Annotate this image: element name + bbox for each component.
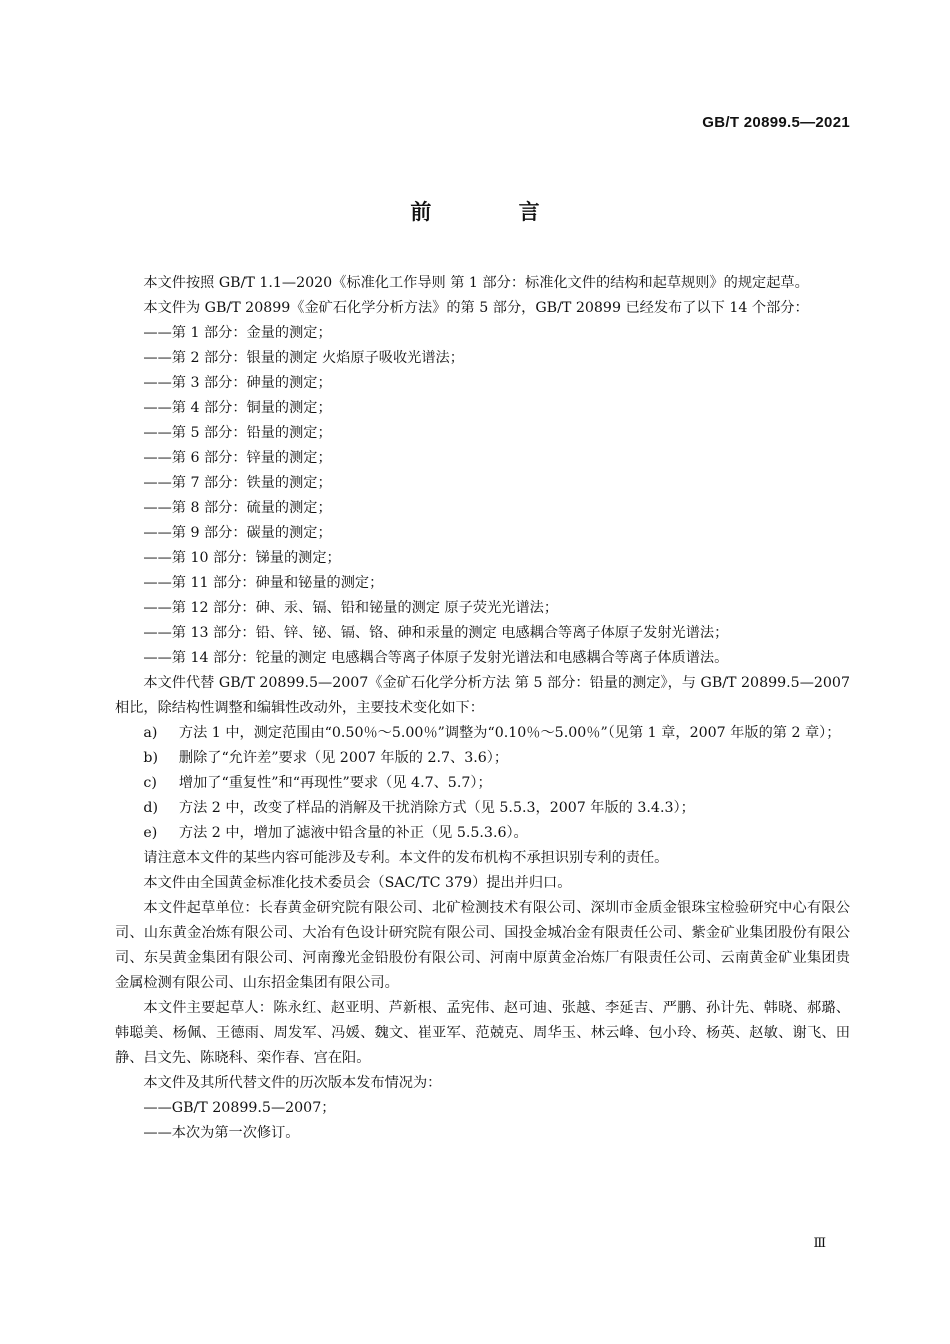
change-label: c) — [143, 775, 157, 791]
standard-number: GB/T 20899.5—2021 — [702, 114, 850, 131]
list-item: ——第 2 部分：银量的测定 火焰原子吸收光谱法； — [143, 350, 464, 366]
paragraph: 本文件主要起草人：陈永红、赵亚明、芦新根、孟宪伟、赵可迪、张越、李延吉、严鹏、孙计先、韩晓、郝璐、韩聪美、杨佩、王德雨、周发军、冯媛、魏文、崔亚军、范兢克、周华玉、林云峰、包小玲、杨英、赵敏、谢飞、田静、吕文先、陈晓科、栾作春、宫在阳。 — [115, 1000, 850, 1066]
paragraph: 本文件代替 GB/T 20899.5—2007《金矿石化学分析方法 第 5 部分：铅量的测定》，与 GB/T 20899.5—2007 相比，除结构性调整和编辑性改动外，主要技术变化如下： — [115, 675, 850, 716]
change-item — [115, 796, 850, 821]
change-label: e) — [143, 825, 158, 841]
list-item: ——第 7 部分：铁量的测定； — [143, 475, 332, 491]
list-item: ——第 8 部分：硫量的测定； — [143, 500, 332, 516]
list-item: ——第 6 部分：锌量的测定； — [143, 450, 332, 466]
change-item — [115, 721, 850, 746]
list-item: ——第 13 部分：铅、锌、铋、镉、铬、砷和汞量的测定 电感耦合等离子体原子发射光谱法； — [143, 625, 729, 641]
paragraph: 本文件为 GB/T 20899《金矿石化学分析方法》的第 5 部分，GB/T 20899 已经发布了以下 14 个部分： — [143, 300, 809, 316]
list-item: ——第 4 部分：铜量的测定； — [143, 400, 332, 416]
change-label: d) — [143, 800, 159, 816]
change-text: 增加了“重复性”和“再现性”要求（见 4.7、5.7）； — [178, 775, 492, 791]
paragraph: 本文件由全国黄金标准化技术委员会（SAC/TC 379）提出并归口。 — [143, 875, 572, 891]
change-item — [115, 821, 850, 846]
paragraph: 请注意本文件的某些内容可能涉及专利。本文件的发布机构不承担识别专利的责任。 — [143, 850, 669, 866]
list-item: ——第 11 部分：砷量和铋量的测定； — [143, 575, 384, 591]
document-body — [115, 271, 850, 1146]
change-text: 方法 2 中，增加了滤液中铅含量的补正（见 5.5.3.6）。 — [178, 825, 528, 841]
paragraph: 本文件及其所代替文件的历次版本发布情况为： — [143, 1075, 442, 1091]
list-item: ——GB/T 20899.5—2007； — [143, 1100, 336, 1116]
change-label: b) — [143, 750, 159, 766]
paragraph: 本文件按照 GB/T 1.1—2020《标准化工作导则 第 1 部分：标准化文件的结构和起草规则》的规定起草。 — [143, 275, 809, 291]
list-item: ——第 14 部分：铊量的测定 电感耦合等离子体原子发射光谱法和电感耦合等离子体质谱法。 — [143, 650, 729, 666]
paragraph: 本文件起草单位：长春黄金研究院有限公司、北矿检测技术有限公司、深圳市金质金银珠宝检验研究中心有限公司、山东黄金冶炼有限公司、大冶有色设计研究院有限公司、国投金城冶金有限责任公司、紫金矿业集团股份有限公司、东吴黄金集团有限公司、河南豫光金铅股份有限公司、河南中原黄金冶炼厂有限责任公司、云南黄金矿业集团贵金属检测有限公司、山东招金集团有限公司。 — [115, 900, 850, 991]
change-text: 方法 1 中，测定范围由“0.50％～5.00％”调整为“0.10％～5.00％”（见第 1 章，2007 年版的第 2 章）； — [178, 725, 841, 741]
list-item: ——第 10 部分：锑量的测定； — [143, 550, 341, 566]
change-text: 删除了“允许差”要求（见 2007 年版的 2.7、3.6）； — [178, 750, 509, 766]
list-item: ——第 3 部分：砷量的测定； — [143, 375, 332, 391]
list-item: ——第 1 部分：金量的测定； — [143, 325, 332, 341]
change-item — [115, 771, 850, 796]
change-text: 方法 2 中，改变了样品的消解及干扰消除方式（见 5.5.3，2007 年版的 3.4.3）； — [178, 800, 695, 816]
list-item: ——第 9 部分：碳量的测定； — [143, 525, 332, 541]
page-title: 前 言 — [410, 200, 580, 224]
list-item: ——本次为第一次修订。 — [143, 1125, 300, 1141]
list-item: ——第 12 部分：砷、汞、镉、铅和铋量的测定 原子荧光光谱法； — [143, 600, 559, 616]
change-item — [115, 746, 850, 771]
page-number: Ⅲ — [813, 1236, 826, 1251]
change-label: a) — [143, 725, 158, 741]
list-item: ——第 5 部分：铅量的测定； — [143, 425, 332, 441]
